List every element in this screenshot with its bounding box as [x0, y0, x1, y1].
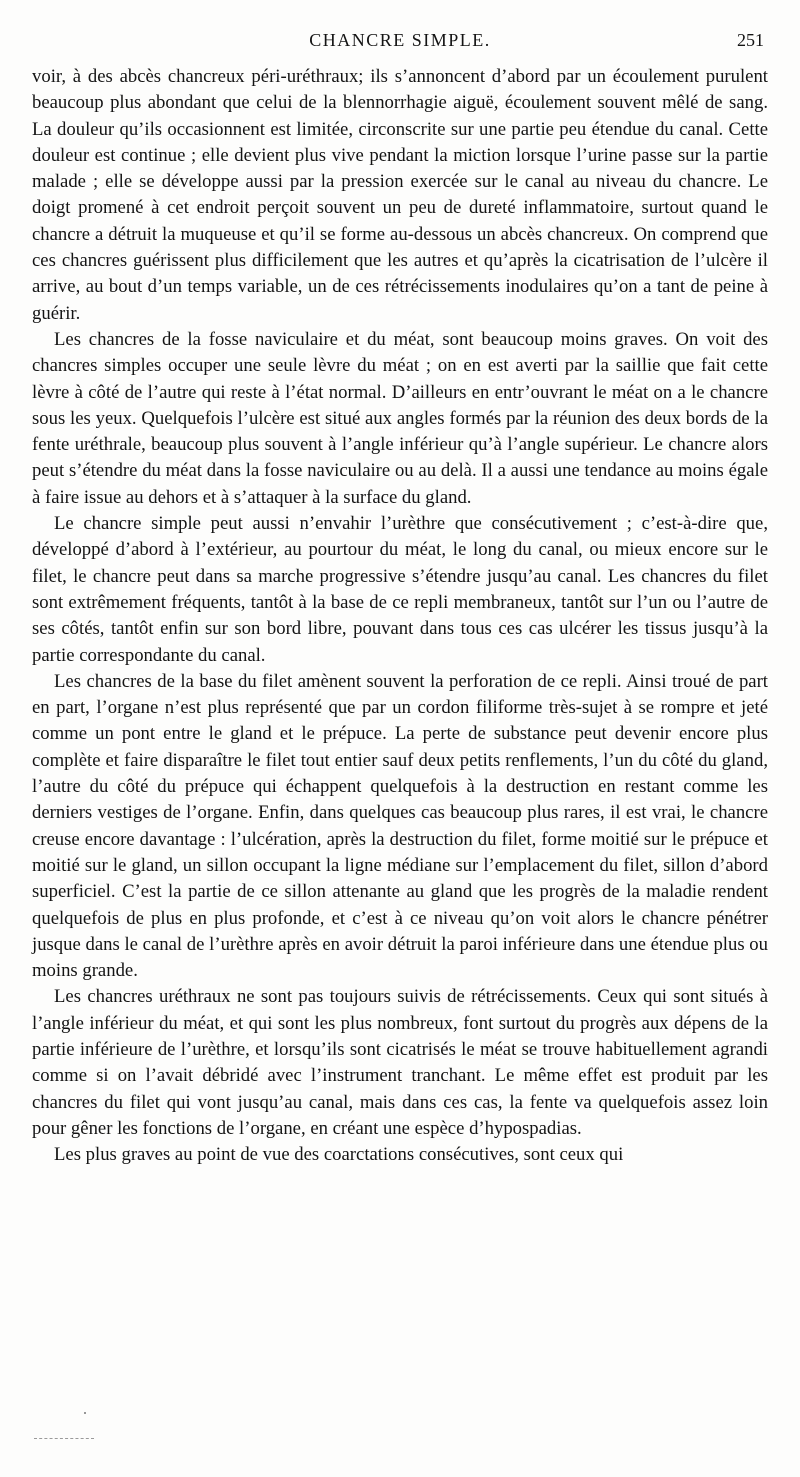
- running-title: CHANCRE SIMPLE.: [309, 30, 491, 50]
- paragraph-last: Les plus graves au point de vue des coarctations consécutives, sont ceux qui: [54, 1144, 624, 1166]
- paragraph: Le chancre simple peut aussi n’envahir l’urèthre que consécutivement ; c’est-à-dire que, développé d’abord à l’extérieur, au pourtour du méat, le long du canal, ou mieux encore sur le filet, le chancre peut dans sa marche progressive s’étendre jusqu’au canal. Les chancres du filet sont extrêmement fréquents, tantôt à la base de ce repli membraneux, tantôt sur l’un ou l’autre de ses côtés, tantôt enfin sur son bord libre, pouvant dans tous ces cas ulcérer les tissus jusqu’à la partie correspondante du canal.: [32, 513, 768, 666]
- footer-rule: [34, 1438, 94, 1441]
- paragraph: Les chancres de la fosse naviculaire et du méat, sont beaucoup moins graves. On voit des chancres simples occuper une seule lèvre du méat ; on en est averti par la saillie que fait cette lèvre à côté de l’autre qui reste à l’état normal. D’ailleurs en entr’ouvrant le méat on a le chancre sous les yeux. Quelquefois l’ulcère est situé aux angles formés par la réunion des deux bords de la fente uréthrale, beaucoup plus souvent à l’angle inférieur qu’à l’angle supérieur. Le chancre alors peut s’étendre du méat dans la fosse naviculaire ou au delà. Il a aussi une tendance au moins égale à faire issue au dehors et à s’attaquer à la surface du gland.: [32, 328, 768, 508]
- paragraph-continued: voir, à des abcès chancreux péri-uréthraux; ils s’annoncent d’abord par un écoulement purulent beaucoup plus abondant que celui de la blennorrhagie aiguë, écoulement souvent mêlé de sang. La douleur qu’ils occasionnent est limitée, circonscrite sur une partie peu étendue du canal. Cette douleur est continue ; elle devient plus vive pendant la miction lorsque l’urine passe sur la partie malade ; elle se développe aussi par la pression exercée sur le canal au niveau du chancre. Le doigt promené à cet endroit perçoit souvent un peu de dureté inflammatoire, surtout quand le chancre a détruit la muqueuse et qu’il se forme au-dessous un abcès chancreux. On comprend que ces chancres guérissent plus difficilement que les autres et qu’après la cicatrisation de l’ulcère il arrive, au bout d’un temps variable, un de ces rétrécissements inodulaires qu’on a tant de peine à guérir.: [32, 66, 768, 324]
- paragraph: Les chancres de la base du filet amènent souvent la perforation de ce repli. Ainsi troué de part en part, l’organe n’est plus représenté que par un cordon filiforme très-sujet à se rompre et jeté comme un pont entre le gland et le prépuce. La perte de substance peut devenir encore plus complète et faire disparaître le filet tout entier sauf deux petits renflements, l’un du côté du gland, l’autre du côté du prépuce qui échappent quelquefois à la destruction en restant comme les derniers vestiges de l’organe. Enfin, dans quelques cas beaucoup plus rares, il est vrai, le chancre creuse encore davantage : l’ulcération, après la destruction du filet, forme moitié sur le prépuce et moitié sur le gland, un sillon occupant la ligne médiane sur l’emplacement du filet, sillon d’abord superficiel. C’est la partie de ce sillon attenante au gland que les progrès de la maladie rendent quelquefois de plus en plus profonde, et c’est à ce niveau qu’on voit alors le chancre pénétrer jusque dans le canal de l’urèthre après en avoir détruit la paroi inférieure dans une étendue plus ou moins grande.: [32, 670, 768, 982]
- running-head: [32, 30, 768, 56]
- print-speck: [84, 1412, 86, 1414]
- page-number: 251: [737, 30, 764, 50]
- paragraph: Les chancres uréthraux ne sont pas toujours suivis de rétrécissements. Ceux qui sont situés à l’angle inférieur du méat, et qui sont les plus nombreux, font surtout du progrès aux dépens de la partie inférieure de l’urèthre, et lorsqu’ils sont cicatrisés le méat se trouve habituellement agrandi comme si on l’avait débridé avec l’instrument tranchant. Le même effet est produit par les chancres du filet qui vont jusqu’au canal, mais dans ces cas, la fente va quelquefois assez loin pour gêner les fonctions de l’organe, en créant une espèce d’hypospadias.: [32, 986, 768, 1139]
- body-text: [32, 64, 768, 1168]
